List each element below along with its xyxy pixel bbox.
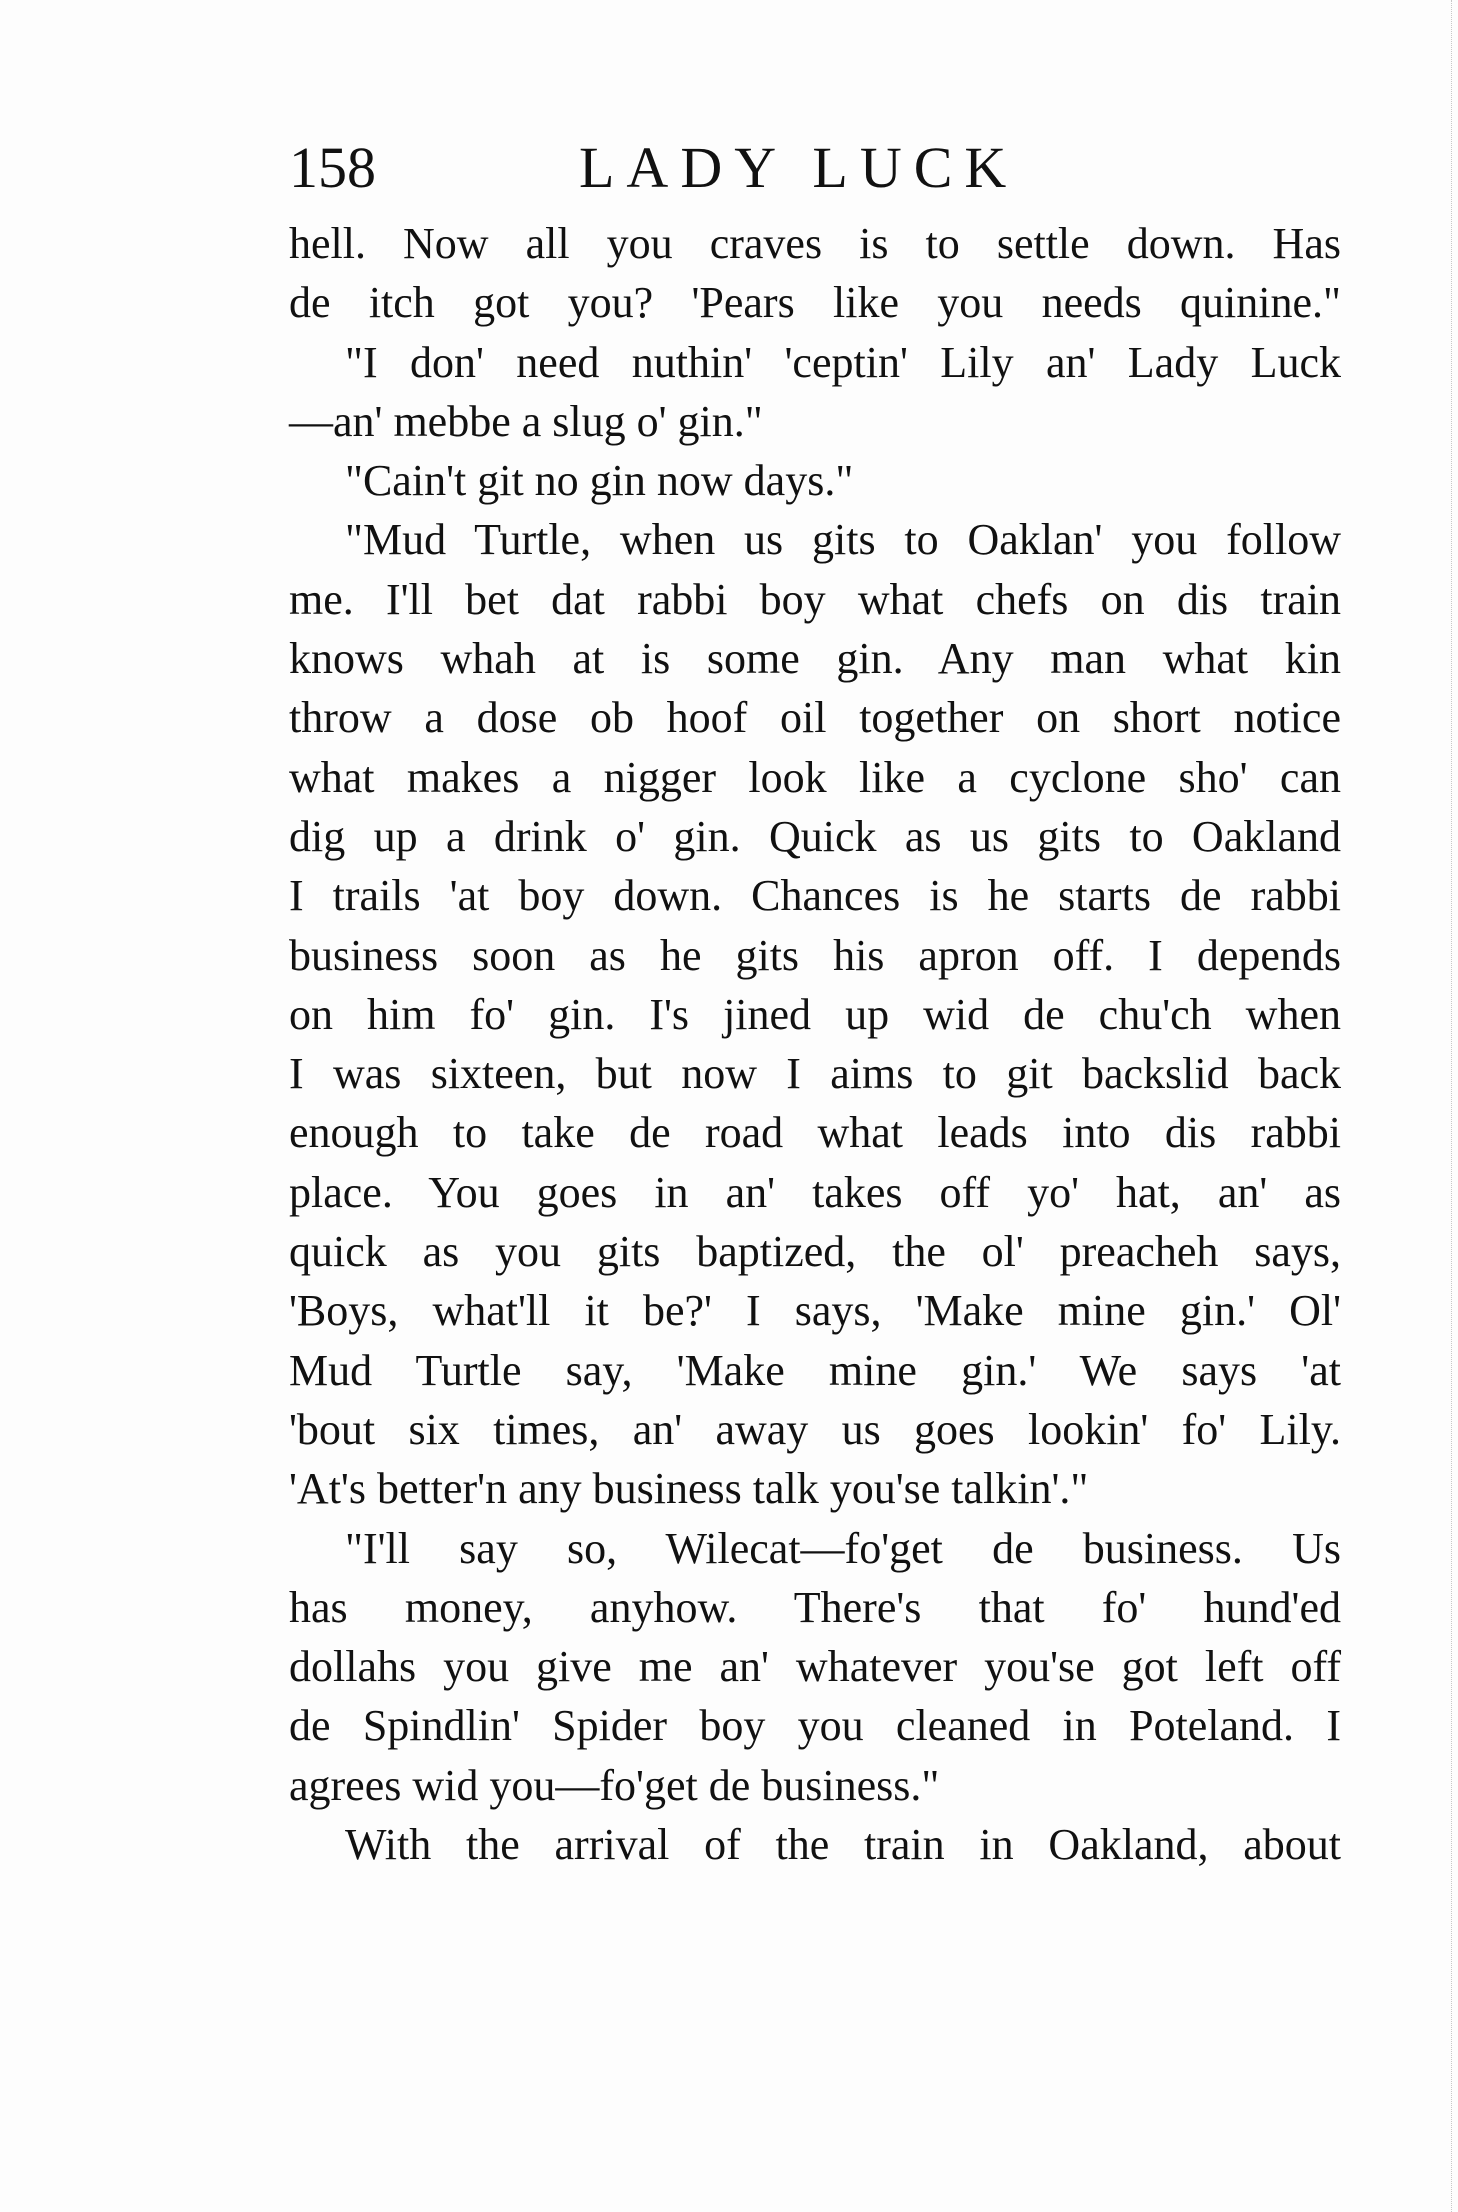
text-line: I trails 'at boy down. Chances is he starts de rabbi [289,871,1341,921]
text-line: —an' mebbe a slug o' gin." [289,396,763,446]
text-line: Mud Turtle say, 'Make mine gin.' We says 'at [289,1345,1341,1395]
text-line: hell. Now all you craves is to settle down. Has [289,219,1341,268]
page-edge [1451,0,1458,2212]
body-text [289,214,1341,1874]
running-head-title: LADY LUCK [579,135,1019,200]
text-line: de Spindlin' Spider boy you cleaned in Poteland. I [289,1701,1341,1751]
text-line: I was sixteen, but now I aims to git backslid back [289,1049,1341,1099]
text-line: throw a dose ob hoof oil together on short notice [289,693,1341,743]
text-line: on him fo' gin. I's jined up wid de chu'ch when [289,989,1341,1039]
text-line: enough to take de road what leads into dis rabbi [289,1108,1341,1158]
text-line: 'Boys, what'll it be?' I says, 'Make mine gin.' Ol' [289,1286,1341,1336]
text-line: place. You goes in an' takes off yo' hat, an' as [289,1167,1341,1217]
text-line: With the arrival of the train in Oakland, about [345,1820,1341,1870]
page-number: 158 [289,135,376,200]
text-line: "Mud Turtle, when us gits to Oaklan' you follow [345,515,1341,565]
text-line: "I'll say so, Wilecat—fo'get de business. Us [345,1523,1341,1573]
text-line: "I don' need nuthin' 'ceptin' Lily an' Lady Luck [345,337,1341,387]
text-line: dig up a drink o' gin. Quick as us gits to Oakland [289,811,1341,861]
text-line: has money, anyhow. There's that fo' hund'ed [289,1582,1341,1632]
text-line: quick as you gits baptized, the ol' preacheh says, [289,1227,1341,1277]
text-line: what makes a nigger look like a cyclone sho' can [289,752,1341,802]
text-line: 'bout six times, an' away us goes lookin' fo' Lily. [289,1404,1341,1454]
text-line: de itch got you? 'Pears like you needs quinine." [289,278,1341,328]
text-line: me. I'll bet dat rabbi boy what chefs on dis train [289,574,1341,624]
text-line: agrees wid you—fo'get de business." [289,1760,940,1810]
text-line: dollahs you give me an' whatever you'se got left off [289,1642,1341,1692]
page-header [289,128,1349,208]
text-line: business soon as he gits his apron off. I depends [289,930,1341,980]
text-line: 'At's better'n any business talk you'se talkin'." [289,1464,1089,1514]
text-line: "Cain't git no gin now days." [345,456,854,506]
text-line: knows whah at is some gin. Any man what kin [289,634,1341,684]
